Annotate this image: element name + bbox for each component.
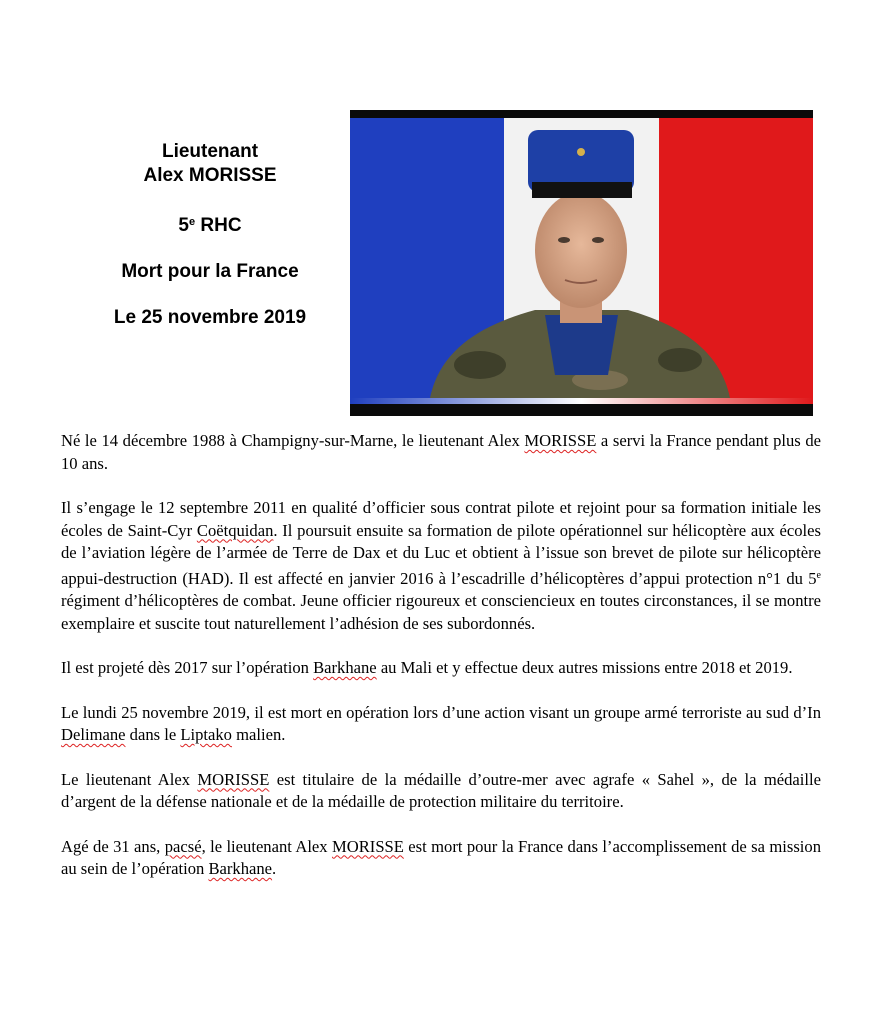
paragraph-deployment: Il est projeté dès 2017 sur l’opération Barkhane au Mali et y effectue deux autres missions entre 2018 et 2019. [61, 658, 793, 677]
paragraph-career: Il s’engage le 12 septembre 2011 en qualité d’officier sous contrat pilote et rejoint pour sa formation initiale les écoles de Saint-Cyr Coëtquidan. Il poursuit ensuite sa formation de pilote opérationnel sur hélicoptère aux écoles de l’aviation légère de l’armée de Terre de Dax et du Luc et obtient à l’issue son brevet de pilote sur hélicoptère appui-destruction (HAD). Il est affecté en janvier 2016 à l’escadrille d’hélicoptères d’appui protection n°1 du 5e régiment d’hélicoptères de combat. Jeune officier rigoureux et consciencieux en toutes circonstances, il se montre exemplaire et suscite tout naturellement l’adhésion de ses subordonnés. [61, 498, 821, 633]
portrait-photo [350, 110, 813, 416]
paragraph-medals: Le lieutenant Alex MORISSE est titulaire de la médaille d’outre-mer avec agrafe « Sahel », de la médaille d’argent de la défense nationale et de la médaille de protection militaire du territoire. [61, 769, 821, 811]
status-label: Mort pour la France [121, 261, 299, 282]
biography-text [61, 430, 821, 903]
face [535, 192, 627, 308]
unit-label: 5e RHC [178, 215, 242, 236]
date-label: Le 25 novembre 2019 [113, 307, 307, 328]
paragraph-birth: Né le 14 décembre 1988 à Champigny-sur-Marne, le lieutenant Alex MORISSE a servi la France pendant plus de 10 ans. [61, 431, 822, 473]
paragraph-death: Le lundi 25 novembre 2019, il est mort en opération lors d’une action visant un groupe armé terroriste au sud d’In Delimane dans le Liptako malien. [61, 702, 821, 744]
paragraph-closing: Agé de 31 ans, pacsé, le lieutenant Alex MORISSE est mort pour la France dans l’accomplissement de sa mission au sein de l’opération Barkhane. [61, 836, 822, 878]
soldier-name: Alex MORISSE [143, 165, 277, 186]
rank-label: Lieutenant [161, 141, 259, 162]
header-block [40, 140, 380, 330]
